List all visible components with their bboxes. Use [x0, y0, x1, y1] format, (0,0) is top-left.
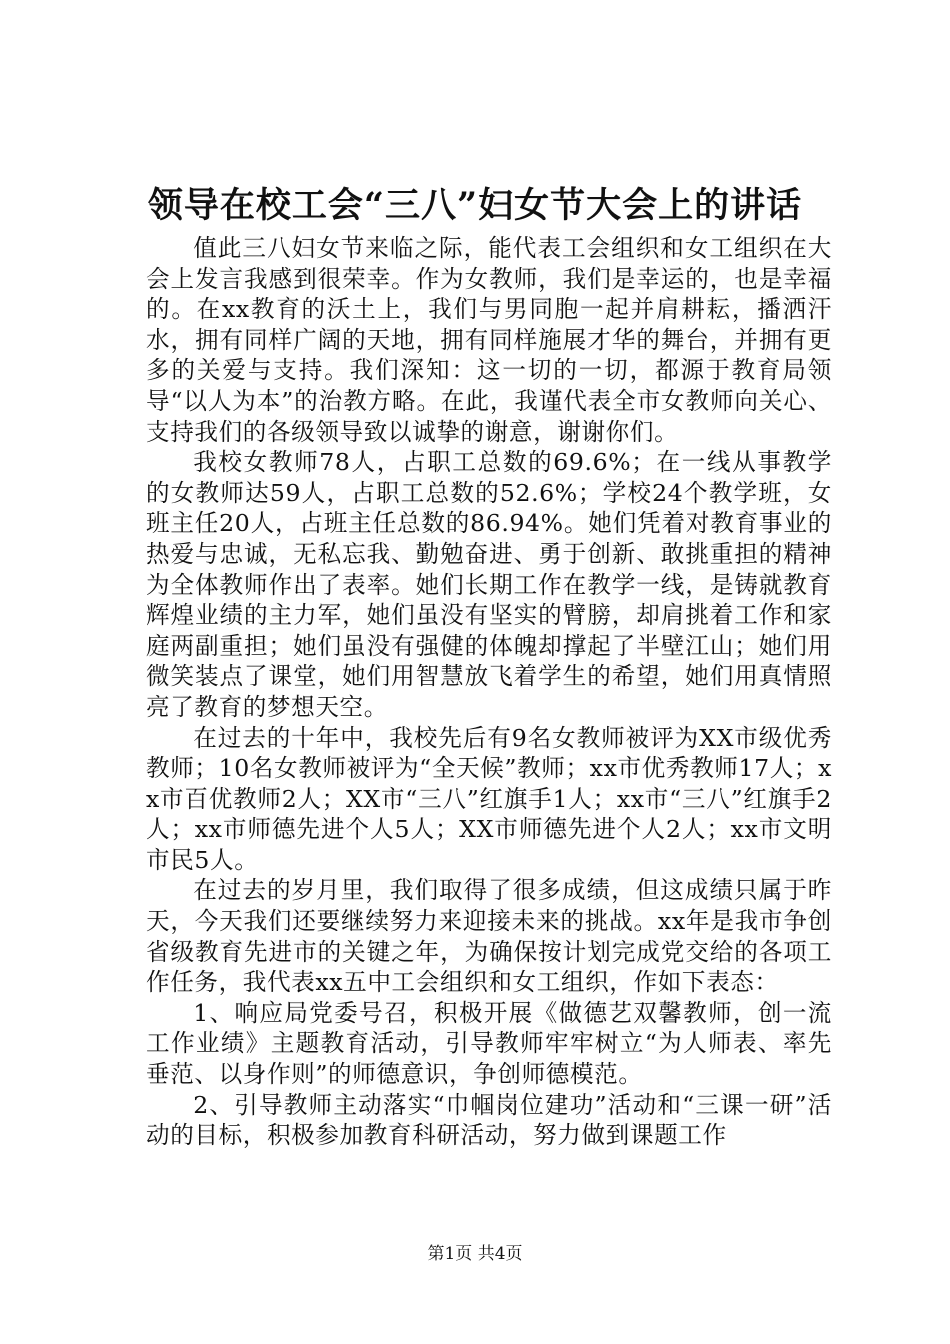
paragraph-1: 值此三八妇女节来临之际，能代表工会组织和女工组织在大会上发言我感到很荣幸。作为女教师，我们是幸运的，也是幸福的。在xx教育的沃土上，我们与男同胞一起并肩耕耘，播洒汗水，拥有同样广阔的天地，拥有同样施展才华的舞台，并拥有更多的关爱与支持。我们深知：这一切的一切，都源于教育局领导“以人为本”的治教方略。在此，我谨代表全市女教师向关心、支持我们的各级领导致以诚挚的谢意，谢谢你们。: [146, 234, 832, 446]
paragraph-2: 我校女教师78人，占职工总数的69.6%；在一线从事教学的女教师达59人，占职工总数的52.6%；学校24个教学班，女班主任20人，占班主任总数的86.94%。她们凭着对教育事业的热爱与忠诚，无私忘我、勤勉奋进、勇于创新、敢挑重担的精神为全体教师作出了表率。她们长期工作在教学一线，是铸就教育辉煌业绩的主力军，她们虽没有坚实的臂膀，却肩挑着工作和家庭两副重担；她们虽没有强健的体魄却撑起了半壁江山；她们用微笑装点了课堂，她们用智慧放飞着学生的希望，她们用真情照亮了教育的梦想天空。: [146, 448, 832, 721]
document-title: 领导在校工会“三八”妇女节大会上的讲话: [147, 185, 803, 226]
paragraph-5: 1、响应局党委号召，积极开展《做德艺双馨教师，创一流工作业绩》主题教育活动，引导教师牢牢树立“为人师表、率先垂范、以身作则”的师德意识，争创师德模范。: [146, 998, 832, 1089]
paragraph-6: 2、引导教师主动落实“巾帼岗位建功”活动和“三课一研”活动的目标，积极参加教育科研活动，努力做到课题工作: [146, 1090, 832, 1150]
document-body: [146, 233, 832, 1151]
paragraph-4: 在过去的岁月里，我们取得了很多成绩，但这成绩只属于昨天，今天我们还要继续努力来迎接未来的挑战。xx年是我市争创省级教育先进市的关键之年，为确保按计划完成党交给的各项工作任务，我代表xx五中工会组织和女工组织，作如下表态：: [146, 876, 832, 997]
paragraph-3: 在过去的十年中，我校先后有9名女教师被评为XX市级优秀教师；10名女教师被评为“全天候”教师；xx市优秀教师17人；xx市百优教师2人；XX市“三八”红旗手1人；xx市“三八”红旗手2人；xx市师德先进个人5人；XX市师德先进个人2人；xx市文明市民5人。: [146, 723, 832, 874]
page-footer: 第1页 共4页: [427, 1244, 523, 1264]
